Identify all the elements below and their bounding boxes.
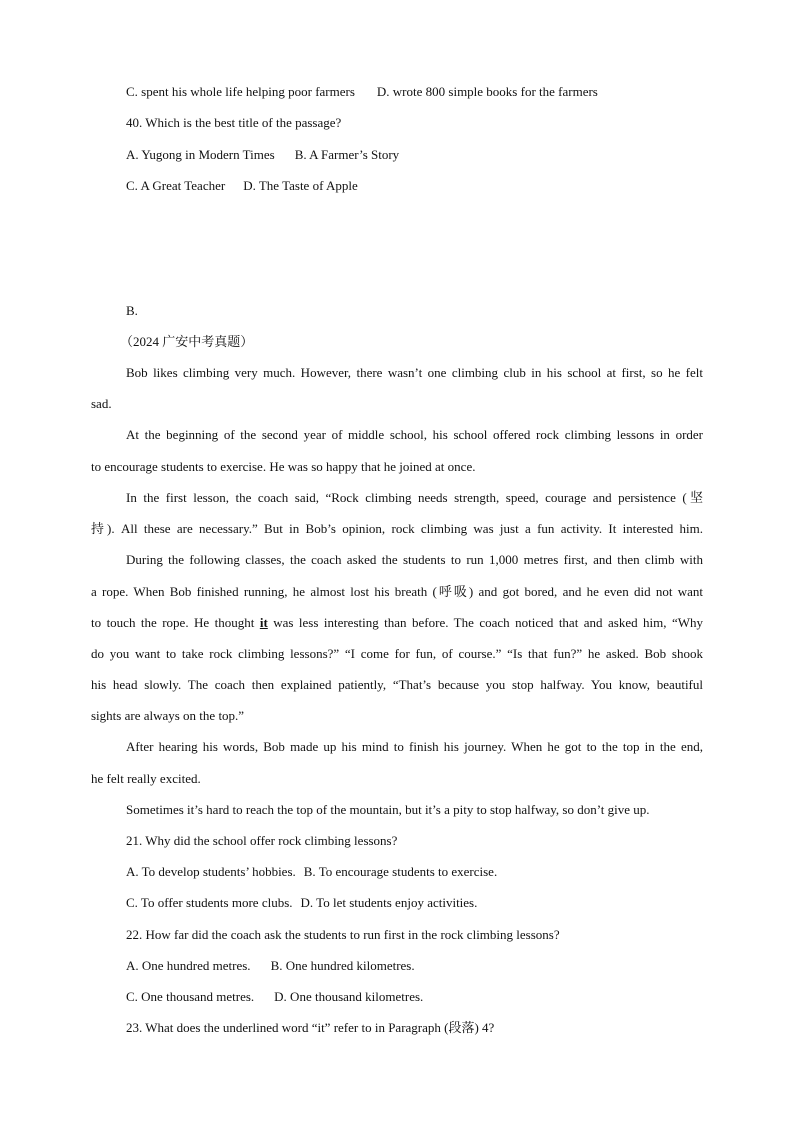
q21-question: 21. Why did the school offer rock climbing lessons? xyxy=(126,833,398,848)
q22-option-d: D. One thousand kilometres. xyxy=(274,989,424,1004)
q40-question: 40. Which is the best title of the passage? xyxy=(126,115,342,130)
passage-p3-line2: 持). All these are necessary.” But in Bob’s opinion, rock climbing was just a fun activity. It interested him. xyxy=(91,521,703,536)
passage-p4-line3 xyxy=(91,615,703,631)
q21-option-c: C. To offer students more clubs. xyxy=(126,895,293,910)
q22-option-b: B. One hundred kilometres. xyxy=(270,958,415,973)
passage-p4-line1: During the following classes, the coach asked the students to run 1,000 metres first, and then climb with xyxy=(126,552,703,567)
passage-p5-line2: he felt really excited. xyxy=(91,771,201,786)
q39-options-cd xyxy=(126,84,598,100)
passage-p4-line5: his head slowly. The coach then explained patiently, “That’s because you stop halfway. You know, beautiful xyxy=(91,677,703,692)
q40-option-a: A. Yugong in Modern Times xyxy=(126,147,275,162)
passage-p4-line6: sights are always on the top.” xyxy=(91,708,245,723)
passage-p2-line2: to encourage students to exercise. He was so happy that he joined at once. xyxy=(91,459,476,474)
q22-options-cd xyxy=(126,989,423,1005)
q21-options-cd xyxy=(126,895,477,911)
q21-options-ab xyxy=(126,864,497,880)
passage-p5-line1: After hearing his words, Bob made up his mind to finish his journey. When he got to the top in the end, xyxy=(126,739,703,754)
q40-option-d: D. The Taste of Apple xyxy=(243,178,358,193)
section-b-source: （2024 广安中考真题） xyxy=(120,334,254,349)
passage-p4-line3-b: was less interesting than before. The coach noticed that and asked him, “Why xyxy=(267,615,703,630)
passage-p4-line2: a rope. When Bob finished running, he almost lost his breath (呼吸) and got bored, and he even did not want xyxy=(91,584,703,599)
q40-option-b: B. A Farmer’s Story xyxy=(294,147,400,162)
q21-option-d: D. To let students enjoy activities. xyxy=(300,895,478,910)
q39-option-d: D. wrote 800 simple books for the farmers xyxy=(376,84,598,99)
q40-option-c: C. A Great Teacher xyxy=(126,178,226,193)
passage-p2-line1: At the beginning of the second year of middle school, his school offered rock climbing lessons in order xyxy=(126,427,703,442)
q23-question: 23. What does the underlined word “it” refer to in Paragraph (段落) 4? xyxy=(126,1020,495,1035)
passage-p1-line1: Bob likes climbing very much. However, there wasn’t one climbing club in his school at first, so he felt xyxy=(126,365,703,380)
section-b-label: B. xyxy=(126,303,138,318)
passage-p1-line2: sad. xyxy=(91,396,112,411)
underlined-word-it: it xyxy=(259,615,268,630)
passage-p4-line4: do you want to take rock climbing lessons?” “I come for fun, of course.” “Is that fun?” he asked. Bob shook xyxy=(91,646,703,661)
q40-options-cd xyxy=(126,178,358,194)
q39-option-c: C. spent his whole life helping poor farmers xyxy=(126,84,355,99)
q40-options-ab xyxy=(126,147,399,163)
q22-question: 22. How far did the coach ask the students to run first in the rock climbing lessons? xyxy=(126,927,560,942)
q22-option-a: A. One hundred metres. xyxy=(126,958,251,973)
q21-option-a: A. To develop students’ hobbies. xyxy=(126,864,296,879)
q22-options-ab xyxy=(126,958,415,974)
passage-p6-line1: Sometimes it’s hard to reach the top of the mountain, but it’s a pity to stop halfway, so don’t give up. xyxy=(126,802,650,817)
passage-p3-line1: In the first lesson, the coach said, “Rock climbing needs strength, speed, courage and persistence (坚 xyxy=(126,490,703,505)
q21-option-b: B. To encourage students to exercise. xyxy=(303,864,498,879)
passage-p4-line3-a: to touch the rope. He thought xyxy=(91,615,260,630)
q22-option-c: C. One thousand metres. xyxy=(126,989,255,1004)
